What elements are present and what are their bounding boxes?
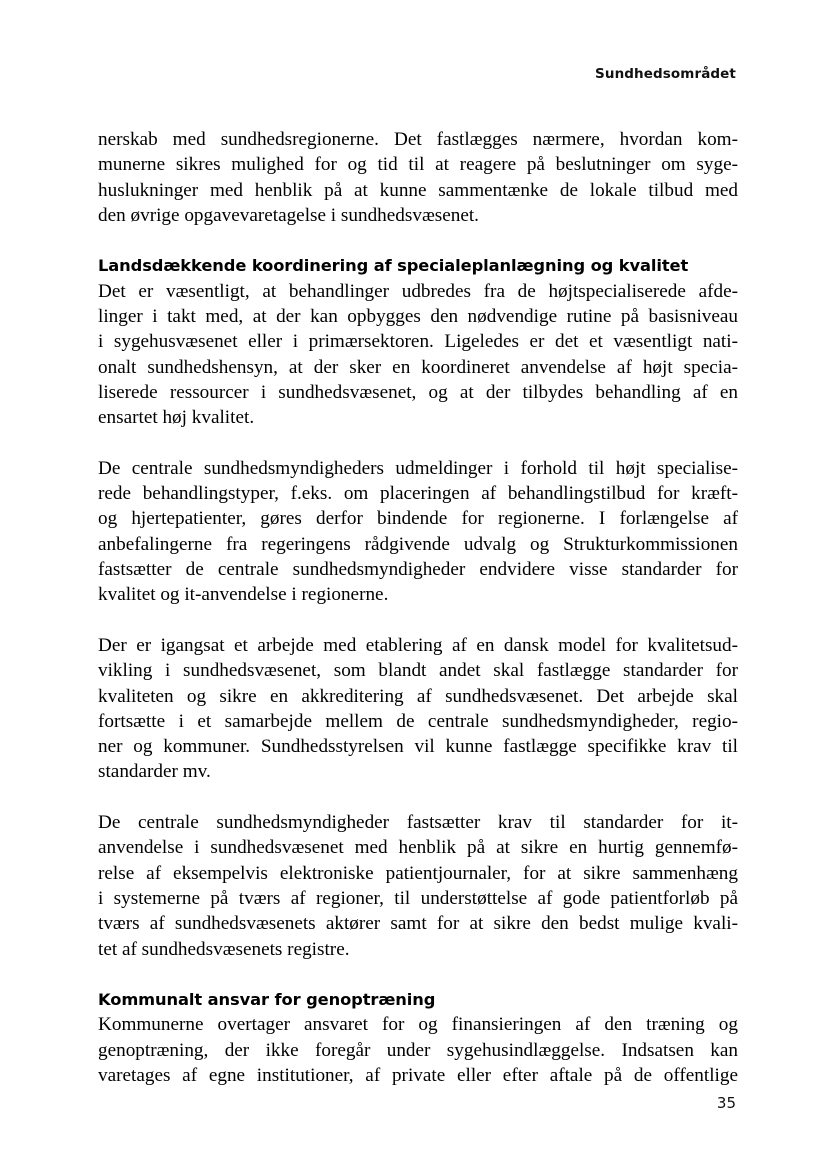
text-line: liserede ressourcer i sundhedsvæsenet, og at der tilbydes behandling af en [98,381,738,403]
body-text [98,127,738,1114]
running-header: Sundhedsområdet [595,66,736,82]
text-line: ensartet høj kvalitet. [98,407,255,429]
text-line: kvaliteten og sikre en akkreditering af sundhedsvæsenet. Det arbejde skal [98,685,738,707]
section-heading-genoptraening: Kommunalt ansvar for genoptræning [98,990,436,1010]
text-line: Kommunerne overtager ansvaret for og finansieringen af den træning og [98,1014,738,1036]
text-line: vikling i sundhedsvæsenet, som blandt andet skal fastlægge standarder for [98,660,738,682]
text-line: anbefalingerne fra regeringens rådgivende udvalg og Strukturkommissionen [98,533,738,555]
text-line: munerne sikres mulighed for og tid til at reagere på beslutninger om syge- [98,154,738,176]
paragraph [98,1012,738,1088]
text-line: De centrale sundhedsmyndigheder fastsætter krav til standarder for it- [98,812,738,834]
text-line: linger i takt med, at der kan opbygges den nødvendige rutine på basisniveau [98,306,738,328]
text-line: genoptræning, der ikke foregår under sygehusindlæggelse. Indsatsen kan [98,1039,738,1061]
text-line: standarder mv. [98,761,211,783]
text-line: Der er igangsat et arbejde med etablering af en dansk model for kvalitetsud- [98,634,738,656]
text-line: ner og kommuner. Sundhedsstyrelsen vil kunne fastlægge specifikke krav til [98,736,738,758]
text-line: den øvrige opgavevaretagelse i sundhedsvæsenet. [98,204,479,226]
paragraph [98,279,738,431]
text-line: kvalitet og it-anvendelse i regionerne. [98,584,389,606]
text-line: tet af sundhedsvæsenets registre. [98,938,350,960]
section-heading-specialeplanlaegning: Landsdækkende koordinering af specialeplanlægning og kvalitet [98,256,689,276]
text-line: fastsætter de centrale sundhedsmyndigheder endvidere visse standarder for [98,559,738,581]
paragraph [98,456,738,608]
text-line: huslukninger med henblik på at kunne sammentænke de lokale tilbud med [98,179,738,201]
text-line: relse af eksempelvis elektroniske patientjournaler, for at sikre sammenhæng [98,862,738,884]
text-line: og hjertepatienter, gøres derfor bindende for regionerne. I forlængelse af [98,508,738,530]
paragraph [98,633,738,785]
paragraph [98,810,738,962]
text-line: tværs af sundhedsvæsenets aktører samt for at sikre den bedst mulige kvali- [98,913,738,935]
text-line: varetages af egne institutioner, af private eller efter aftale på de offentlige [98,1064,738,1086]
text-line: rede behandlingstyper, f.eks. om placeringen af behandlingstilbud for kræft- [98,483,738,505]
page-number: 35 [716,1094,736,1112]
text-line: i sygehusvæsenet eller i primærsektoren. Ligeledes er det et væsentligt nati- [98,331,738,353]
text-line: nerskab med sundhedsregionerne. Det fastlægges nærmere, hvordan kom- [98,129,738,150]
text-line: anvendelse i sundhedsvæsenet med henblik på at sikre en hurtig gennemfø- [98,837,738,859]
paragraph-continuation [98,127,738,228]
text-line: i systemerne på tværs af regioner, til understøttelse af gode patientforløb på [98,887,738,909]
text-line: De centrale sundhedsmyndigheders udmeldinger i forhold til højt specialise- [98,457,738,479]
text-line: Det er væsentligt, at behandlinger udbredes fra de højtspecialiserede afde- [98,280,738,302]
text-line: onalt sundhedshensyn, at der sker en koordineret anvendelse af højt specia- [98,356,738,378]
text-line: fortsætte i et samarbejde mellem de centrale sundhedsmyndigheder, regio- [98,710,738,732]
